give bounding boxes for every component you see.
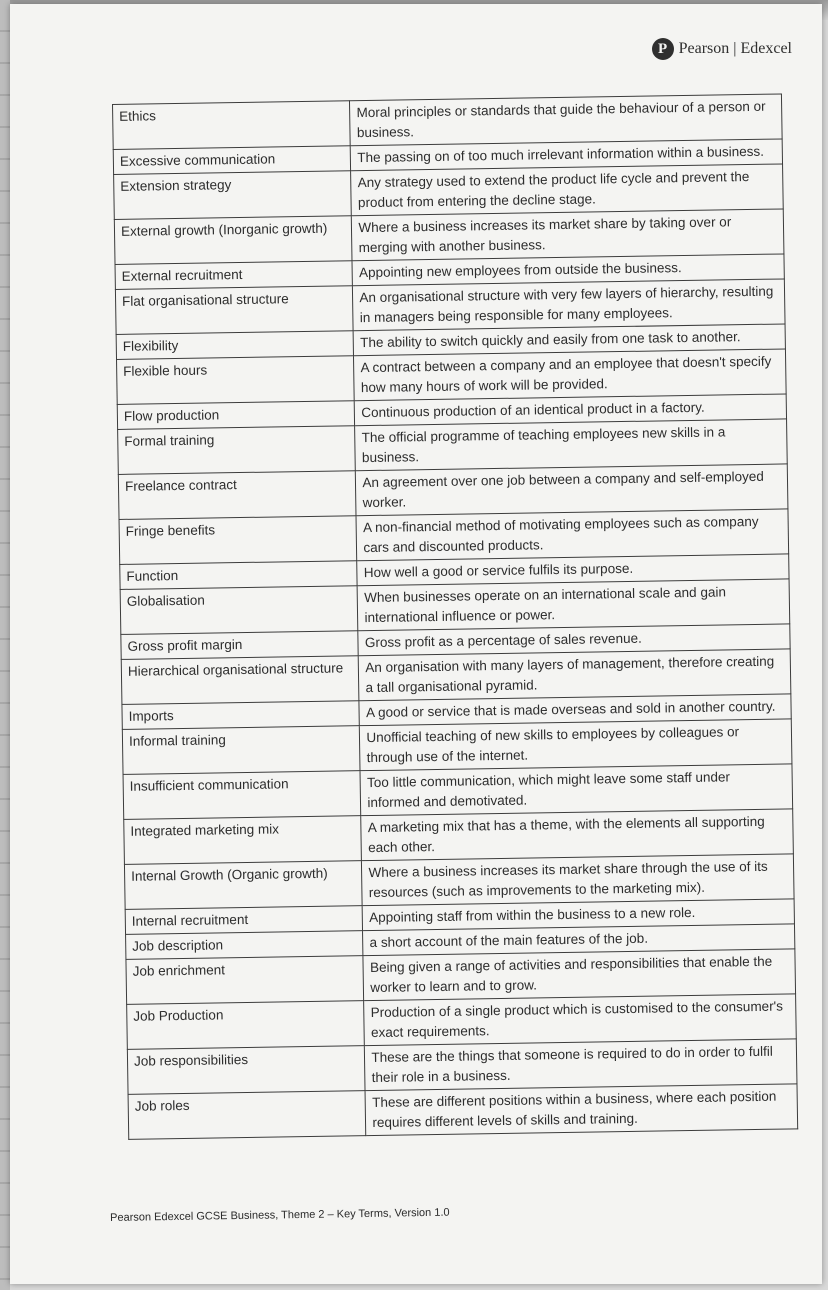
term-cell: External recruitment bbox=[115, 261, 353, 290]
term-cell: Extension strategy bbox=[114, 171, 352, 220]
term-cell: Fringe benefits bbox=[119, 516, 357, 565]
key-terms-table bbox=[112, 93, 798, 1139]
definition-cell: Production of a single product which is customised to the consumer's exact requirements. bbox=[364, 994, 796, 1046]
binder-edge bbox=[0, 0, 10, 1290]
term-cell: Formal training bbox=[118, 426, 356, 475]
definition-cell: Appointing staff from within the business to a new role. bbox=[363, 899, 795, 931]
term-cell: Flexible hours bbox=[117, 356, 355, 405]
definition-cell: A contract between a company and an employee that doesn't specify how many hours of work will be provided. bbox=[354, 349, 786, 401]
definition-cell: Where a business increases its market share by taking over or merging with another business. bbox=[352, 209, 784, 261]
definition-cell: The passing on of too much irrelevant information within a business. bbox=[351, 139, 783, 171]
term-cell: Internal Growth (Organic growth) bbox=[124, 861, 362, 910]
term-cell: Job enrichment bbox=[126, 956, 364, 1005]
definition-cell: How well a good or service fulfils its purpose. bbox=[357, 554, 789, 586]
page-footer: Pearson Edexcel GCSE Business, Theme 2 – Key Terms, Version 1.0 bbox=[110, 1206, 450, 1224]
pearson-logo-icon: P bbox=[652, 38, 674, 60]
definition-cell: A marketing mix that has a theme, with the elements all supporting each other. bbox=[361, 809, 793, 861]
term-cell: Hierarchical organisational structure bbox=[121, 656, 359, 705]
term-cell: Freelance contract bbox=[118, 471, 356, 520]
term-cell: Flexibility bbox=[116, 331, 354, 360]
term-cell: Job description bbox=[126, 931, 364, 960]
definition-cell: Moral principles or standards that guide the behaviour of a person or business. bbox=[350, 94, 782, 146]
definition-cell: Where a business increases its market share through the use of its resources (such as improvements to the marketing mix). bbox=[362, 854, 794, 906]
brand-name: Pearson bbox=[678, 40, 730, 57]
definition-cell: An organisation with many layers of management, therefore creating a tall organisational pyramid. bbox=[359, 649, 791, 701]
term-cell: Excessive communication bbox=[113, 146, 351, 175]
definition-cell: A non-financial method of motivating employees such as company cars and discounted products. bbox=[356, 509, 788, 561]
definition-cell: The ability to switch quickly and easily from one task to another. bbox=[353, 324, 785, 356]
definition-cell: a short account of the main features of the job. bbox=[363, 924, 795, 956]
definition-cell: The official programme of teaching employees new skills in a business. bbox=[355, 419, 787, 471]
term-cell: Function bbox=[120, 561, 358, 590]
definition-cell: Any strategy used to extend the product life cycle and prevent the product from entering the decline stage. bbox=[351, 164, 783, 216]
pearson-logo bbox=[652, 38, 792, 60]
definition-cell: An agreement over one job between a company and self-employed worker. bbox=[356, 464, 788, 516]
brand-sub: Edexcel bbox=[740, 40, 792, 57]
definition-cell: Gross profit as a percentage of sales revenue. bbox=[358, 624, 790, 656]
definition-cell: When businesses operate on an international scale and gain international influence or power. bbox=[358, 579, 790, 631]
term-cell: Flow production bbox=[117, 401, 355, 430]
term-cell: Ethics bbox=[113, 101, 351, 150]
term-cell: Globalisation bbox=[120, 586, 358, 635]
definition-cell: Too little communication, which might leave some staff under informed and demotivated. bbox=[360, 764, 792, 816]
term-cell: Gross profit margin bbox=[121, 631, 359, 660]
term-cell: Imports bbox=[122, 701, 360, 730]
term-cell: Informal training bbox=[122, 726, 360, 775]
brand-separator: | bbox=[733, 40, 737, 57]
definition-cell: Continuous production of an identical product in a factory. bbox=[355, 394, 787, 426]
term-cell: Flat organisational structure bbox=[115, 286, 353, 335]
definition-cell: Being given a range of activities and responsibilities that enable the worker to learn and to grow. bbox=[363, 949, 795, 1001]
term-cell: External growth (Inorganic growth) bbox=[114, 216, 352, 265]
term-cell: Job responsibilities bbox=[127, 1046, 365, 1095]
definition-cell: Appointing new employees from outside the business. bbox=[352, 254, 784, 286]
definition-cell: Unofficial teaching of new skills to employees by colleagues or through use of the internet. bbox=[360, 719, 792, 771]
definition-cell: An organisational structure with very few layers of hierarchy, resulting in managers being responsible for many employees. bbox=[353, 279, 785, 331]
term-cell: Job roles bbox=[128, 1091, 366, 1140]
definition-cell: These are different positions within a business, where each position requires different levels of skills and training. bbox=[365, 1084, 797, 1136]
term-cell: Insufficient communication bbox=[123, 771, 361, 820]
term-cell: Internal recruitment bbox=[125, 906, 363, 935]
term-cell: Integrated marketing mix bbox=[124, 816, 362, 865]
definition-cell: These are the things that someone is required to do in order to fulfil their role in a business. bbox=[365, 1039, 797, 1091]
definition-cell: A good or service that is made overseas and sold in another country. bbox=[359, 694, 791, 726]
term-cell: Job Production bbox=[127, 1001, 365, 1050]
